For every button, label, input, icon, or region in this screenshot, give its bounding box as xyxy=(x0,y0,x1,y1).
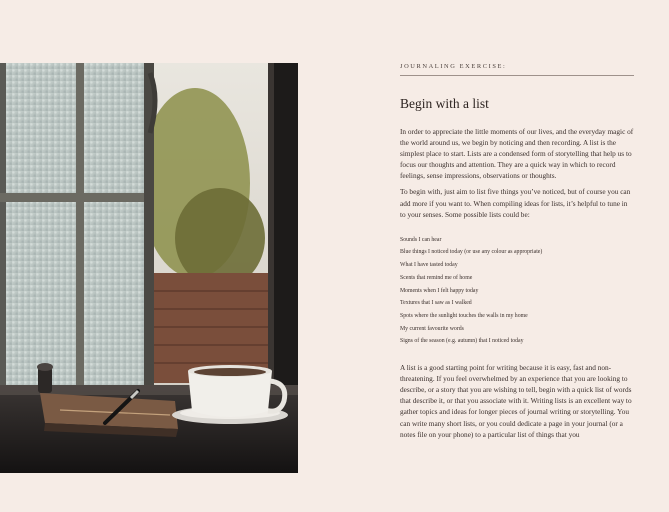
list-item: Sounds I can hear xyxy=(400,236,442,243)
suggested-lists xyxy=(400,234,634,348)
window-coffee-photo xyxy=(0,63,298,473)
intro-paragraph: To begin with, just aim to list five things you’ve noticed, but of course you can add more if you want to. When compiling ideas for lists, it’s helpful to tune in to your senses. Some possible lists could be: xyxy=(400,187,631,219)
closing-paragraph: A list is a good starting point for writing because it is easy, fast and non-threatening. If you feel overwhelmed by an experience that you are looking to describe, or a story that you are wishing to tell, begin with a quick list of words that describe it, or that you associate with it. Writing lists is an excellent way to gather topics and ideas for longer pieces of journal writing or storytelling. You can write many short lists, or you could dedicate a page in your journal (or a notes file on your phone) to a particular list of things that you xyxy=(400,363,632,439)
list-item: What I have tasted today xyxy=(400,262,458,269)
section-label: JOURNALING EXERCISE: xyxy=(400,63,634,76)
list-item: Blue things I noticed today (or use any colour as appropriate) xyxy=(400,249,543,256)
article-column xyxy=(400,63,634,445)
list-item: Moments when I felt happy today xyxy=(400,287,479,294)
list-item: Signs of the season (e.g. autumn) that I noticed today xyxy=(400,338,524,345)
article-title: Begin with a list xyxy=(400,96,489,111)
list-item: Textures that I saw as I walked xyxy=(400,300,472,307)
list-item: My current favourite words xyxy=(400,325,464,332)
list-item: Spots where the sunlight touches the walls in my home xyxy=(400,312,528,319)
intro-paragraph: In order to appreciate the little moments of our lives, and the everyday magic of the world around us, we begin by noticing and then recording. A list is the simplest place to start. Lists are a condensed form of storytelling that help us to focus our thoughts and attention. They are a quick way in which to record feelings, sense impressions, observations or thoughts. xyxy=(400,127,634,181)
list-item: Scents that remind me of home xyxy=(400,274,473,281)
